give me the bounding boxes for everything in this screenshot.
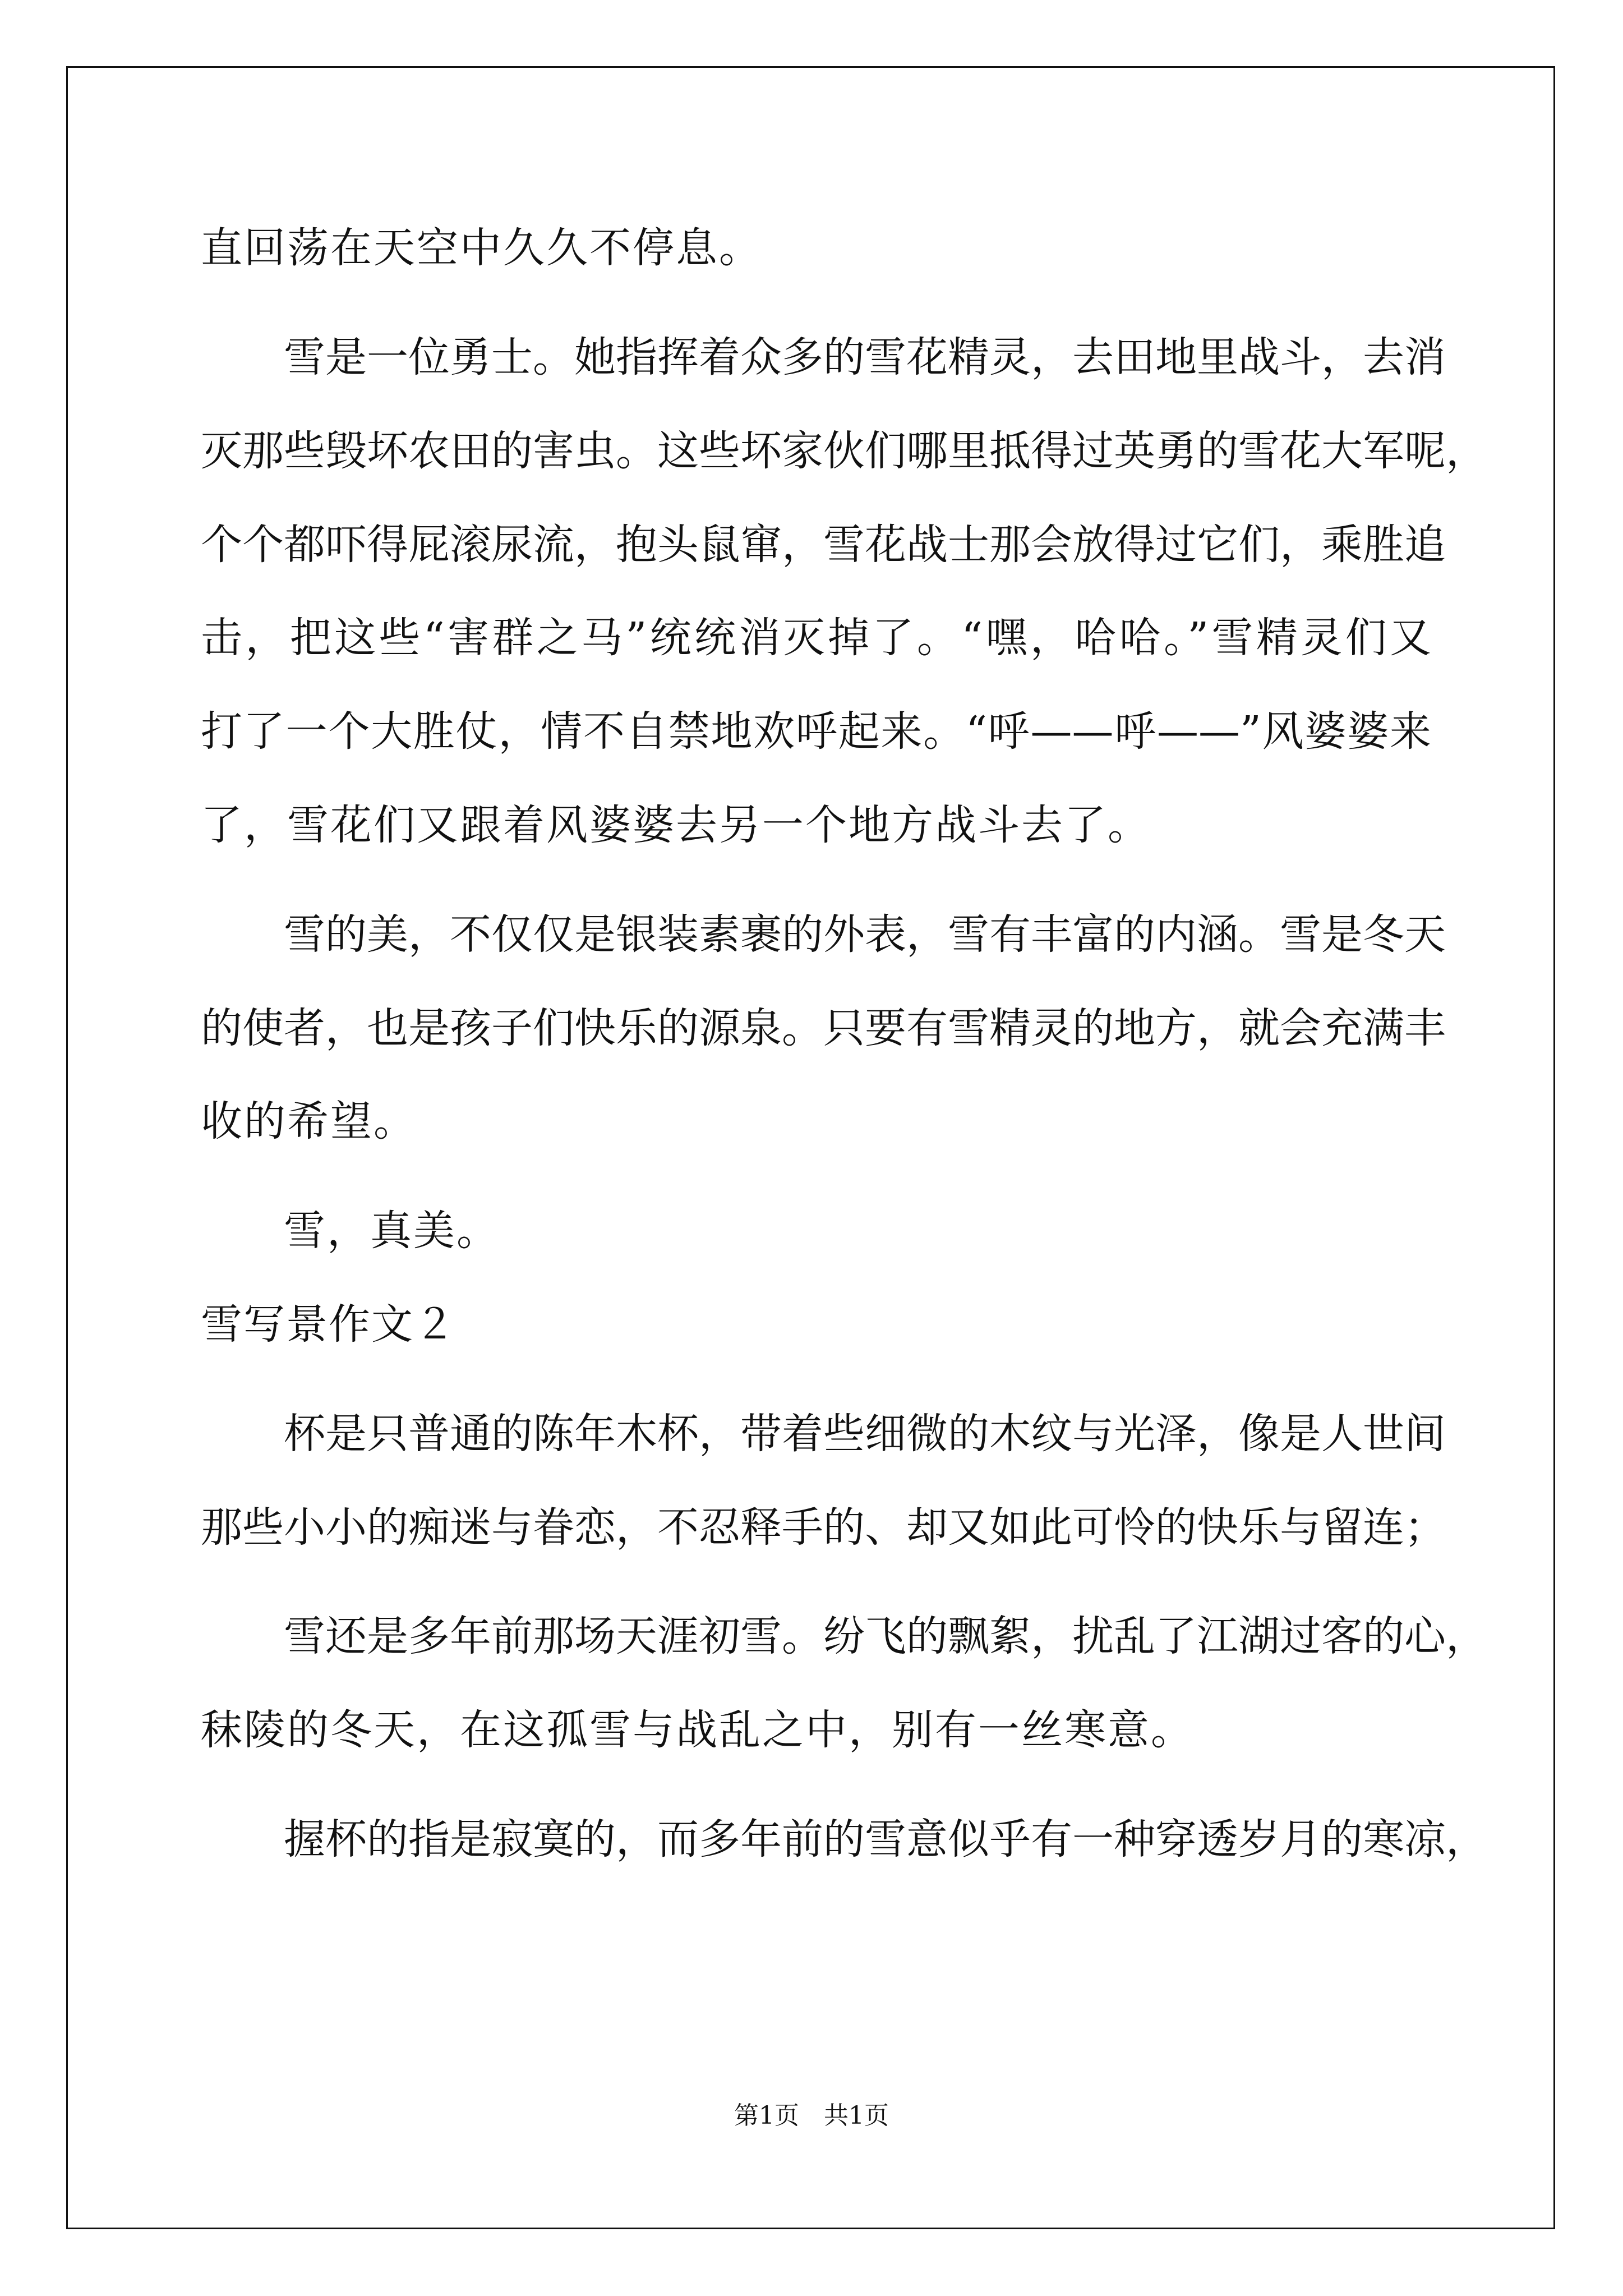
paragraph-line: 直回荡在天空中久久不停息。: [201, 224, 762, 272]
paragraph-line: 雪是一位勇士。她指挥着众多的雪花精灵，去田地里战斗，去消: [284, 333, 1446, 381]
page-number-footer: 第1页 共1页: [734, 2101, 889, 2130]
section-heading: 雪写景作文２: [201, 1300, 457, 1349]
paragraph-line: 个个都吓得屁滚尿流，抱头鼠窜，雪花战士那会放得过它们，乘胜追: [201, 521, 1446, 569]
paragraph-line: 雪还是多年前那场天涯初雪。纷飞的飘絮，扰乱了江湖过客的心，: [284, 1612, 1487, 1660]
paragraph-line: 收的希望。: [201, 1097, 417, 1145]
page-border: [66, 66, 1555, 2229]
paragraph-line: 雪，真美。: [284, 1207, 500, 1255]
paragraph-line: 的使者，也是孩子们快乐的源泉。只要有雪精灵的地方，就会充满丰: [201, 1004, 1446, 1052]
paragraph-line: 那些小小的痴迷与眷恋，不忍释手的、却又如此可怜的快乐与留连；: [201, 1503, 1446, 1552]
paragraph-line: 握杯的指是寂寞的，而多年前的雪意似乎有一种穿透岁月的寒凉，: [284, 1815, 1487, 1864]
paragraph-line: 秣陵的冬天，在这孤雪与战乱之中，别有一丝寒意。: [201, 1706, 1194, 1754]
paragraph-line: 雪的美，不仅仅是银装素裹的外表，雪有丰富的内涵。雪是冬天: [284, 910, 1446, 959]
paragraph-line: 灭那些毁坏农田的害虫。这些坏家伙们哪里抵得过英勇的雪花大军呢，: [201, 427, 1487, 475]
paragraph-line: 打了一个大胜仗，情不自禁地欢呼起来。“呼——呼——”风婆婆来: [201, 707, 1431, 756]
paragraph-line: 杯是只普通的陈年木杯，带着些细微的木纹与光泽，像是人世间: [284, 1410, 1446, 1458]
paragraph-line: 击，把这些“害群之马”统统消灭掉了。“嘿，哈哈。”雪精灵们又: [201, 614, 1431, 662]
paragraph-line: 了，雪花们又跟着风婆婆去另一个地方战斗去了。: [201, 801, 1151, 849]
